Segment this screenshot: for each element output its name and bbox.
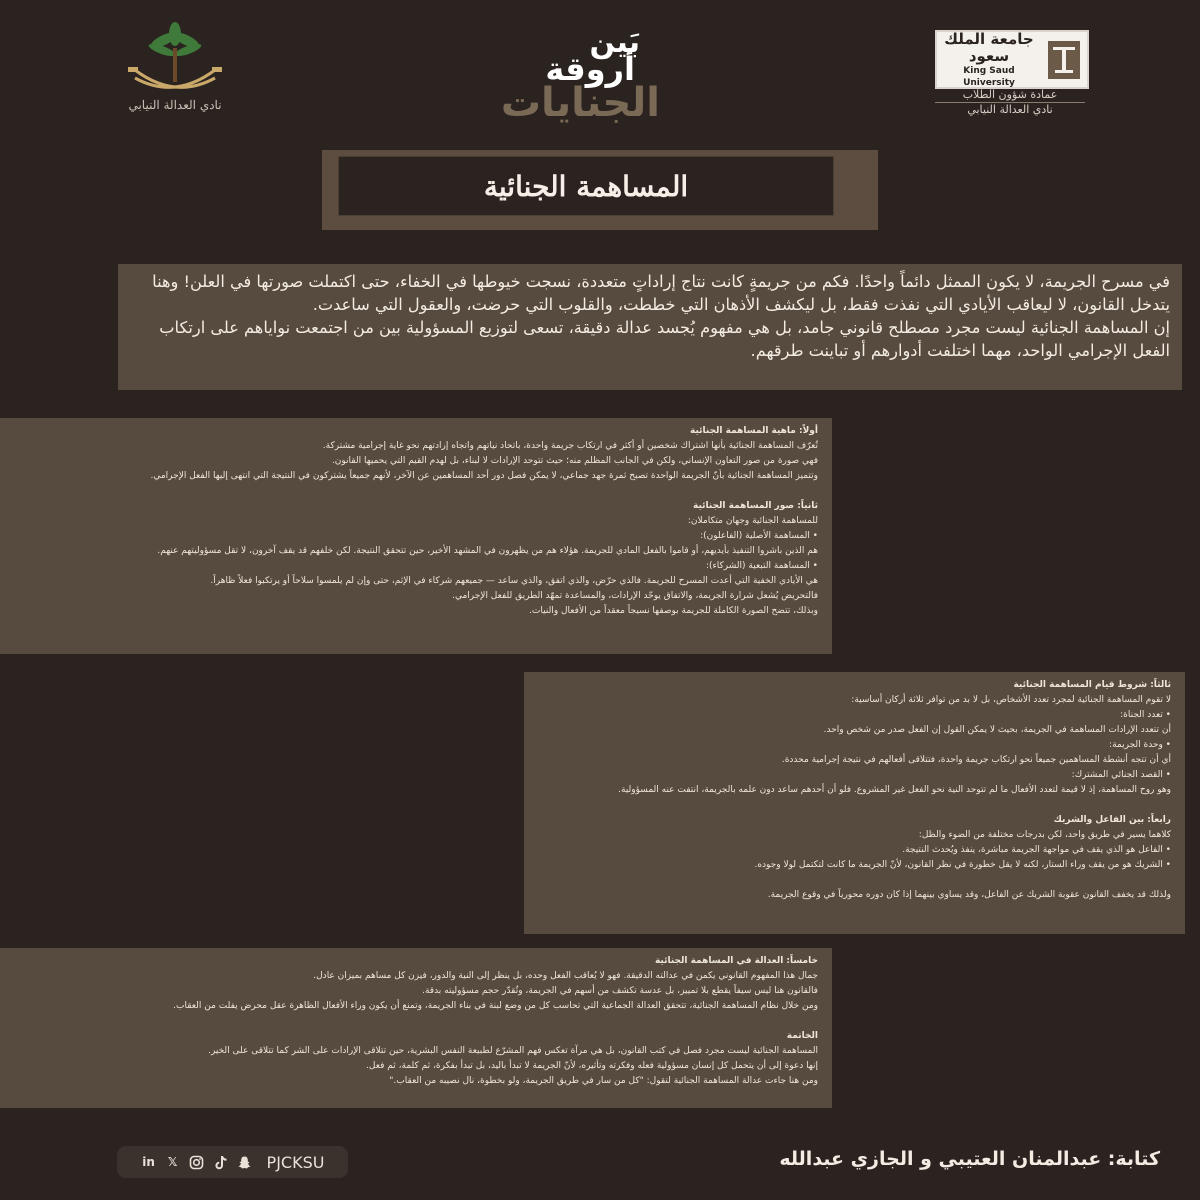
tiktok-icon[interactable] (213, 1154, 229, 1170)
section-heading: ثالثاً: شروط قيام المساهمة الجنائية (1013, 680, 1171, 690)
section-heading: ثانياً: صور المساهمة الجنائية (693, 501, 818, 511)
series-title-line1: بَين (589, 25, 640, 60)
bullet-item: • القصد الجنائي المشترك: (1071, 770, 1171, 780)
text-line: هم الذين باشروا التنفيذ بأيديهم، أو قاموا بالفعل المادي للجريمة. هؤلاء هم من يظهرون في المشهد الأخير، حين تتحقق النتيجة. لكن خلفهم قد يقف آخرون، لا تقل مسؤوليتهم عنهم. (157, 546, 818, 556)
section-definition-forms (0, 418, 832, 654)
bullet-item: • تعدد الجناة: (1120, 710, 1171, 720)
text-line: ومن هنا جاءت عدالة المساهمة الجنائية لتقول: "كل من سار في طريق الجريمة، ولو بخطوة، نال نصيبه من العقاب." (389, 1076, 818, 1086)
text-line: أي أن تتجه أنشطة المساهمين جميعاً نحو ارتكاب جريمة واحدة، فتتلاقى أفعالهم في نتيجة إجرامية محددة. (781, 755, 1171, 765)
ksu-emblem-icon (1041, 34, 1087, 85)
ksu-logo (935, 30, 1089, 89)
text-line: فالتحريض يُشعل شرارة الجريمة، والاتفاق يوحّد الإرادات، والمساعدة تمهّد الطريق للفعل الإجرامي. (452, 591, 818, 601)
text-line: للمساهمة الجنائية وجهان متكاملان: (687, 516, 818, 526)
club-name: نادي العدالة النيابي (128, 98, 222, 112)
bullet-item: • الشريك هو من يقف وراء الستار، لكنه لا يقل خطورة في نظر القانون، لأنّ الجريمة ما كانت لتكتمل لولا وجوده. (754, 860, 1171, 870)
section-heading: أولاً: ماهية المساهمة الجنائية (690, 426, 818, 436)
section-heading: الخاتمة (786, 1031, 818, 1041)
university-name-ar: جامعة الملك سعود (944, 29, 1034, 65)
text-line: وتتميز المساهمة الجنائية بأنّ الجريمة الواحدة تصبح ثمرة جهد جماعي، لا يمكن فصل دور أحد المساهمين عن الآخر، لأنهم جميعاً يشتركون في النتيجة التي انتهى إليها الفعل الإجرامي. (150, 471, 818, 481)
series-title-line2: أروقة (545, 50, 635, 88)
text-line: إنها دعوة إلى أن يتحمل كل إنسان مسؤولية فعله وفكرته وتأثيره، لأنّ الجريمة لا تبدأ باليد، بل تبدأ بفكرة، ثم كلمة، ثم فعل. (366, 1061, 818, 1071)
deanship-name: عمادة شؤون الطلاب (962, 88, 1058, 101)
club-subtitle: نادي العدالة النيابي (967, 103, 1053, 116)
text-line: كلاهما يسير في طريق واحد، لكن بدرجات مختلفة من الضوء والظل: (918, 830, 1171, 840)
social-handle[interactable]: PJCKSU (266, 1152, 325, 1172)
instagram-icon[interactable] (189, 1154, 205, 1170)
text-line: تُعرّف المساهمة الجنائية بأنها اشتراك شخصين أو أكثر في ارتكاب جريمة واحدة، باتحاد نياتهم واتجاه إرادتهم نحو غاية إجرامية مشتركة. (322, 441, 818, 451)
bullet-item: • الفاعل هو الذي يقف في مواجهة الجريمة مباشرة، ينفذ ويُحدث النتيجة. (902, 845, 1171, 855)
text-line: ولذلك قد يخفف القانون عقوبة الشريك عن الفاعل، وقد يساوي بينهما إذا كان دوره محورياً في وقوع الجريمة. (767, 890, 1171, 900)
text-line: جمال هذا المفهوم القانوني يكمن في عدالته الدقيقة. فهو لا يُعاقب الفعل وحده، بل ينظر إلى النية والدور، فيزن كل مساهم بميزان عادل. (313, 971, 818, 981)
section-conditions (524, 672, 1185, 934)
text-line: فالقانون هنا ليس سيفاً يقطع بلا تمييز، بل عدسة تكشف من أسهم في الجريمة، وتُقدّر حجم مسؤوليته بدقة. (422, 986, 818, 996)
series-title (470, 25, 710, 126)
bullet-item: • وحدة الجريمة: (1109, 740, 1171, 750)
bullet-item: • المساهمة الأصلية (الفاعلون): (700, 531, 818, 541)
social-bar (117, 1146, 348, 1178)
spacer (538, 798, 1171, 813)
spacer (538, 873, 1171, 888)
snapchat-icon[interactable] (237, 1154, 253, 1170)
spacer (14, 1014, 818, 1029)
university-name-en: King Saud University (963, 65, 1015, 88)
text-line: ومن خلال نظام المساهمة الجنائية، تتحقق العدالة الجماعية التي تحاسب كل من وضع لبنة في بناء الجريمة، وتمنع أن يكون وراء الأفعال الظاهرة عقل محرض يفلت من العقاب. (173, 1001, 818, 1011)
series-title-line3: الجنايات (500, 80, 660, 126)
linkedin-icon[interactable]: in (142, 1155, 155, 1169)
text-line: فهي صورة من صور التعاون الإنساني، ولكن في الجانب المظلم منه؛ حيث تتوحد الإرادات لا لبناء، بل لهدم القيم التي يحميها القانون. (331, 456, 818, 466)
section-heading: رابعاً: بين الفاعل والشريك (1053, 815, 1171, 825)
intro-paragraph-2: إن المساهمة الجنائية ليست مجرد مصطلح قانوني جامد، بل هي مفهوم يُجسد عدالة دقيقة، تسعى لتوزيع المسؤولية بين من اجتمعت نواياهم على ارتكاب الفعل الإجرامي الواحد، مهما اختلفت أدوارهم أو تباينت طرقهم. (159, 318, 1170, 360)
text-line: وهو روح المساهمة، إذ لا قيمة لتعدد الأفعال ما لم تتوحد النية نحو الفعل غير المشروع. فلو أن أحدهم ساعد دون علمه بالجريمة، انتفت عنه المسؤولية. (618, 785, 1171, 795)
page-title: المساهمة الجنائية (483, 169, 689, 203)
intro-box (118, 264, 1182, 390)
bullet-item: • المساهمة التبعية (الشركاء): (706, 561, 818, 571)
author-credit: كتابة: عبدالمنان العتيبي و الجازي عبدالله (779, 1148, 1160, 1170)
text-line: هي الأيادي الخفية التي أعدت المسرح للجريمة. فالذي حرّض، والذي اتفق، والذي ساعد — جميعهم شركاء في الإثم، حتى وإن لم يلمسوا سلاحاً أو يرتكبوا فعلاً ظاهراً. (210, 576, 818, 586)
section-heading: خامساً: العدالة في المساهمة الجنائية (654, 956, 818, 966)
spacer (14, 484, 818, 499)
heading-box (338, 156, 834, 216)
x-icon[interactable]: 𝕏 (167, 1155, 178, 1169)
section-justice-conclusion (0, 948, 832, 1108)
palm-swords-emblem-icon (120, 20, 230, 130)
text-line: المساهمة الجنائية ليست مجرد فصل في كتب القانون، بل هي مرآة تعكس فهم المشرّع لطبيعة النفس البشرية، حين تتلاقى الإرادات على الشر كما تتلاقى على الخير. (208, 1046, 818, 1056)
text-line: أن تتعدد الإرادات المساهمة في الجريمة، بحيث لا يمكن القول إن الفعل صدر من شخص واحد. (823, 725, 1171, 735)
intro-paragraph-1: في مسرح الجريمة، لا يكون الممثل دائماً واحدًا. فكم من جريمةٍ كانت نتاج إراداتٍ متعددة، نسجت خيوطها في الخفاء، حتى اكتملت صورتها في العلن! وهنا يتدخل القانون، لا ليعاقب الأيادي التي نفذت فقط، بل ليكشف الأذهان التي خططت، والقلوب التي حرضت، والعقول التي ساعدت. (152, 272, 1170, 314)
text-line: لا تقوم المساهمة الجنائية لمجرد تعدد الأشخاص، بل لا بد من توافر ثلاثة أركان أساسية: (851, 695, 1171, 705)
text-line: وبذلك، تتضح الصورة الكاملة للجريمة بوصفها نسيجاً معقداً من الأفعال والنيات. (529, 606, 818, 616)
